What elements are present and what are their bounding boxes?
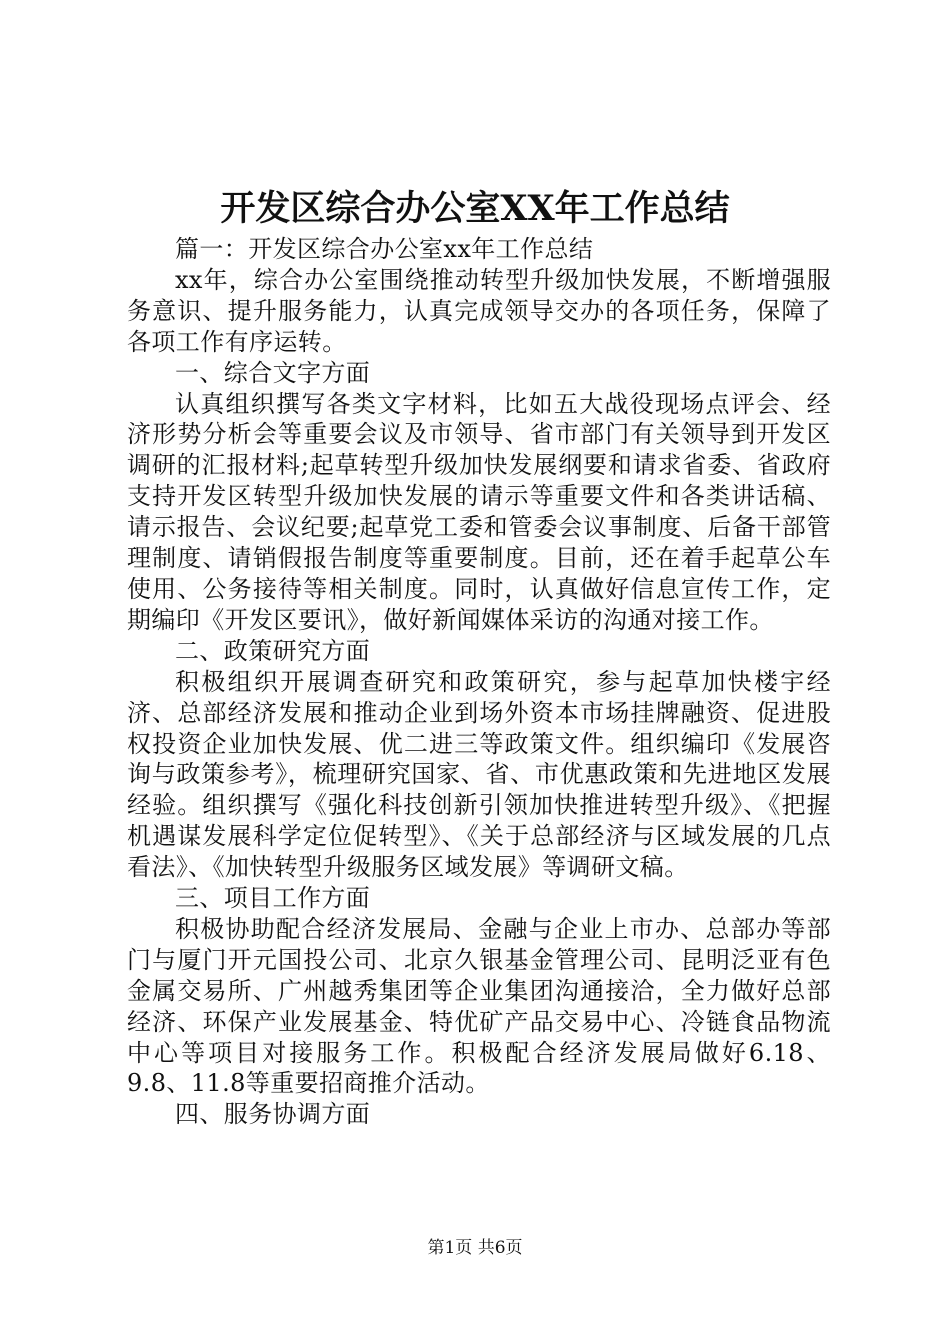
section-paragraph-3: 积极协助配合经济发展局、金融与企业上市办、总部办等部门与厦门开元国投公司、北京久银基金管理公司、昆明泛亚有色金属交易所、广州越秀集团等企业集团沟通接洽，全力做好总部经济、环保产业发展基金、特优矿产品交易中心、冷链食品物流中心等项目对接服务工作。积极配合经济发展局做好6.18、9.8、11.8等重要招商推介活动。 xyxy=(127,914,831,1098)
section-paragraph-1: 认真组织撰写各类文字材料，比如五大战役现场点评会、经济形势分析会等重要会议及市领导、省市部门有关领导到开发区调研的汇报材料;起草转型升级加快发展纲要和请求省委、省政府支持开发区转型升级加快发展的请示等重要文件和各类讲话稿、请示报告、会议纪要;起草党工委和管委会议事制度、后备干部管理制度、请销假报告制度等重要制度。目前，还在着手起草公车使用、公务接待等相关制度。同时，认真做好信息宣传工作，定期编印《开发区要讯》，做好新闻媒体采访的沟通对接工作。 xyxy=(127,389,831,634)
document-title: 开发区综合办公室XX年工作总结 xyxy=(220,188,730,229)
document-subtitle: 篇一：开发区综合办公室xx年工作总结 xyxy=(175,235,594,263)
section-heading-2: 二、政策研究方面 xyxy=(175,636,371,665)
section-heading-1: 一、综合文字方面 xyxy=(175,358,371,387)
page-footer: 第1页 共6页 xyxy=(427,1238,523,1258)
section-heading-4: 四、服务协调方面 xyxy=(175,1100,371,1129)
section-paragraph-2: 积极组织开展调查研究和政策研究，参与起草加快楼宇经济、总部经济发展和推动企业到场外资本市场挂牌融资、促进股权投资企业加快发展、优二进三等政策文件。组织编印《发展咨询与政策参考》，梳理研究国家、省、市优惠政策和先进地区发展经验。组织撰写《强化科技创新引领加快推进转型升级》、《把握机遇谋发展科学定位促转型》、《关于总部经济与区域发展的几点看法》、《加快转型升级服务区域发展》等调研文稿。 xyxy=(127,667,831,882)
document-body xyxy=(127,234,831,1130)
intro-paragraph: xx年，综合办公室围绕推动转型升级加快发展，不断增强服务意识、提升服务能力，认真完成领导交办的各项任务，保障了各项工作有序运转。 xyxy=(127,265,831,356)
section-heading-3: 三、项目工作方面 xyxy=(175,884,371,913)
